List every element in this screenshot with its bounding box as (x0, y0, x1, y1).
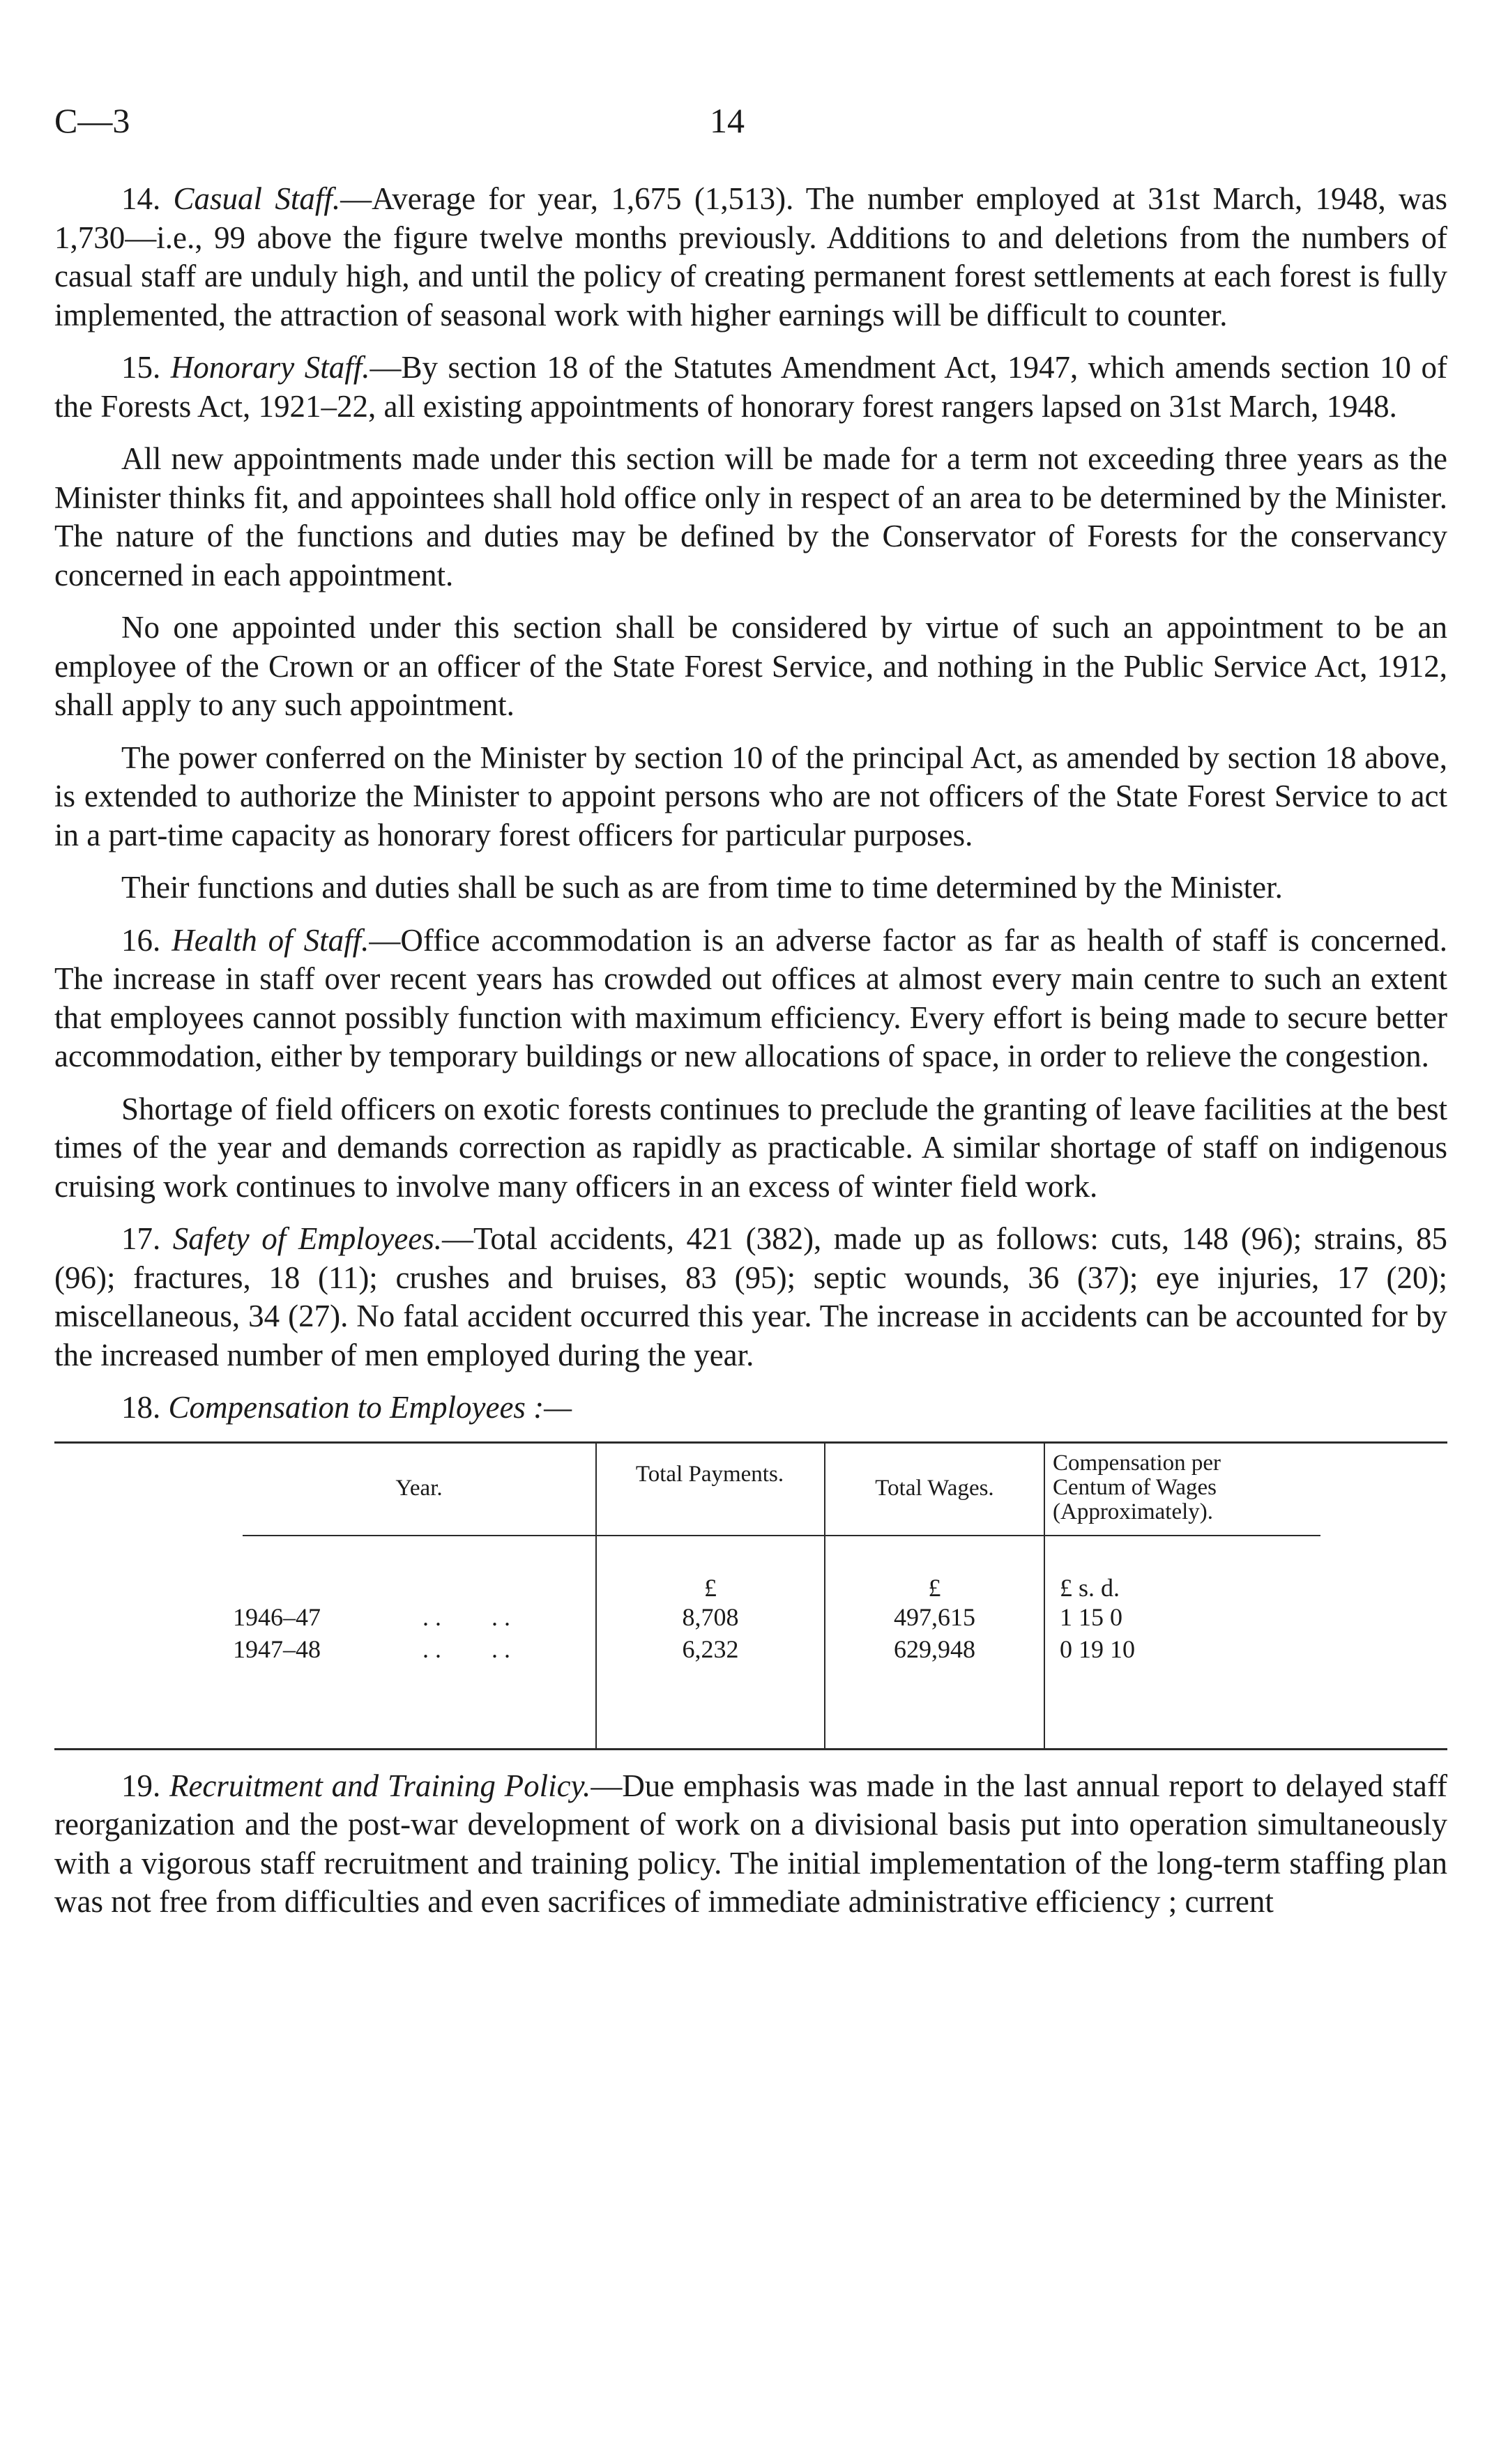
report-code: C—3 (54, 101, 130, 140)
section-title: Honorary Staff. (170, 350, 370, 385)
paragraph-compensation: 18. Compensation to Employees :— (121, 1390, 572, 1425)
section-title: Casual Staff. (173, 181, 341, 216)
compensation-table (54, 1441, 1447, 1752)
section-title: Recruitment and Training Policy. (169, 1768, 591, 1803)
table-header-rule (243, 1535, 1320, 1536)
row-year: 1947–48 (233, 1635, 321, 1663)
row-leader: . . . . (422, 1602, 510, 1631)
column-header-year: Year. (395, 1475, 443, 1501)
paragraph-recruitment-training: 19. Recruitment and Training Policy.—Due emphasis was made in the last annual report to delayed staff reorganization and the post-war development of work on a divisional basis put into operation simultaneously with a vigorous staff recruitment and training policy. The initial implementation of the long-term staffing plan was not free from difficulties and even sacrifices of immediate administrative efficiency ; current (54, 1768, 1447, 1919)
paragraph: Shortage of field officers on exotic forests continues to preclude the granting of leave facilities at the best times of the year and demands correction as rapidly as practicable. A similar shortage of staff on indigenous cruising work continues to involve many officers in an excess of winter field work. (54, 1091, 1447, 1204)
page-header (54, 96, 1447, 145)
paragraph: All new appointments made under this section will be made for a term not exceeding three years as the Minister thinks fit, and appointees shall hold office only in respect of an area to be determined by the Minister. The nature of the functions and duties may be defined by the Conservator of Forests for the conservancy concerned in each appointment. (54, 441, 1447, 592)
row-total-wages: 629,948 (894, 1635, 975, 1663)
row-total-wages: 497,615 (894, 1602, 975, 1631)
paragraph-casual-staff: 14. Casual Staff.—Average for year, 1,675 (1,513). The number employed at 31st March, 1948, was 1,730—i.e., 99 above the figure twelve months previously. Additions to and deletions from the numbers of casual staff are unduly high, and until the policy of creating permanent forest settlements at each forest is fully implemented, the attraction of seasonal work with higher earnings will be difficult to counter. (54, 181, 1447, 332)
column-divider (1044, 1441, 1045, 1748)
paragraph: The power conferred on the Minister by section 10 of the principal Act, as amended by section 18 above, is extended to authorize the Minister to appoint persons who are not officers of the State Forest Service to act in a part-time capacity as honorary forest officers for particular purposes. (54, 740, 1447, 852)
row-total-payments: 6,232 (682, 1635, 739, 1663)
unit-label: £ (704, 1573, 717, 1602)
row-compensation: 1 15 0 (1060, 1602, 1122, 1631)
page-number: 14 (710, 101, 745, 140)
section-title: Compensation to Employees :— (168, 1390, 572, 1425)
row-compensation: 0 19 10 (1060, 1635, 1135, 1663)
document-body (54, 180, 1447, 1936)
column-header-total-payments: Total Payments. (635, 1461, 784, 1487)
table-top-rule (54, 1441, 1447, 1444)
row-total-payments: 8,708 (682, 1602, 739, 1631)
paragraph: No one appointed under this section shall be considered by virtue of such an appointment to be an employee of the Crown or an officer of the State Forest Service, and nothing in the Public Service Act, 1912, shall apply to any such appointment. (54, 610, 1447, 722)
paragraph-honorary-staff: 15. Honorary Staff.—By section 18 of the Statutes Amendment Act, 1947, which amends section 10 of the Forests Act, 1921–22, all existing appointments of honorary forest rangers lapsed on 31st March, 1948. (54, 350, 1447, 424)
paragraph-health-of-staff: 16. Health of Staff.—Office accommodation is an adverse factor as far as health of staff is concerned. The increase in staff over recent years has crowded out offices at almost every main centre to such an extent that employees cannot possibly function with maximum efficiency. Every effort is being made to secure better accommodation, either by temporary buildings or new allocations of space, in order to relieve the congestion. (54, 922, 1447, 1073)
paragraph: Their functions and duties shall be such as are from time to time determined by the Minister. (121, 870, 1283, 905)
table-bottom-rule (54, 1748, 1447, 1750)
row-year: 1946–47 (233, 1602, 321, 1631)
section-title: Health of Staff. (172, 922, 370, 958)
row-leader: . . . . (422, 1635, 510, 1663)
unit-label: £ (928, 1573, 941, 1602)
column-header-total-wages: Total Wages. (875, 1475, 994, 1501)
paragraph-safety-of-employees: 17. Safety of Employees.—Total accidents, 421 (382), made up as follows: cuts, 148 (96); strains, 85 (96); fractures, 18 (11); crushes and bruises, 83 (95); septic wounds, 36 (37); eye injuries, 17 (20); miscellaneous, 34 (27). No fatal accident occurred this year. The increase in accidents can be accounted for by the increased number of men employed during the year. (54, 1221, 1448, 1372)
section-title: Safety of Employees. (172, 1221, 442, 1256)
unit-label: £ s. d. (1060, 1573, 1120, 1602)
column-header-compensation: Compensation per Centum of Wages (Approximately). (1053, 1450, 1221, 1524)
